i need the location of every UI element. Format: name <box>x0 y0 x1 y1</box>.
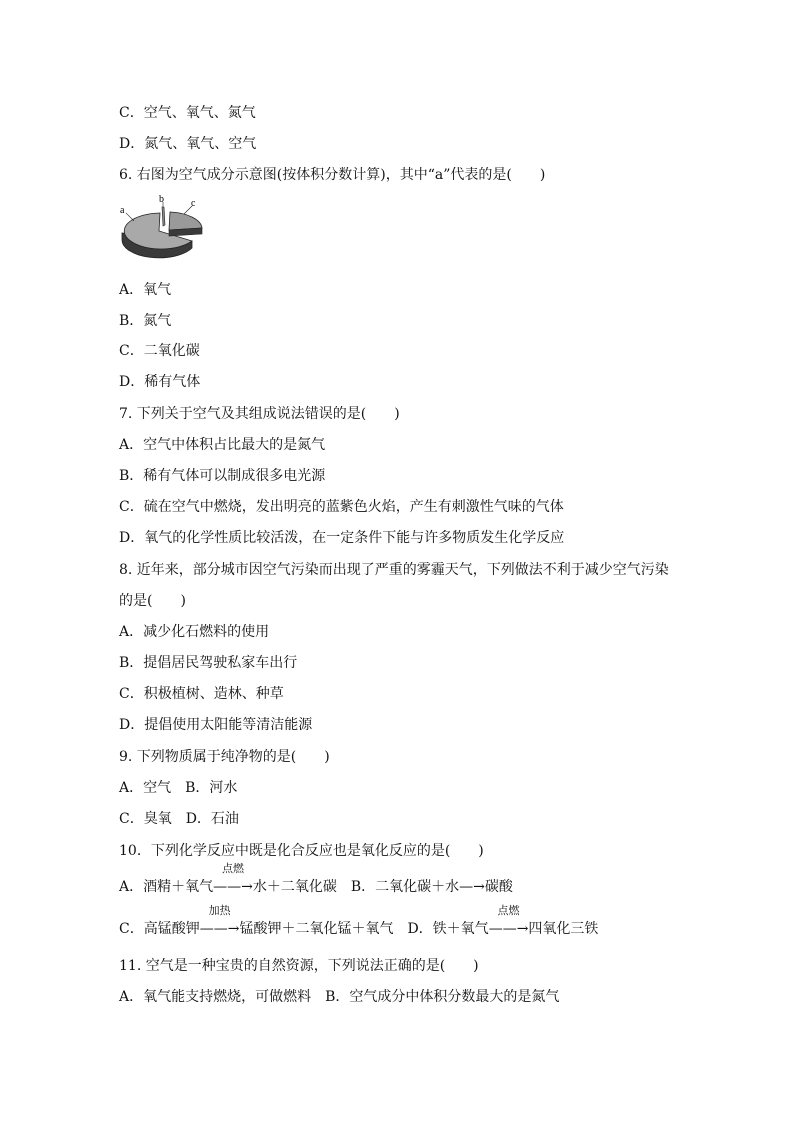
q10-c-reaction-arrow <box>199 904 240 939</box>
q10-c-products-and-d: 锰酸钾＋二氧化锰＋氧气 D．铁＋氧气 <box>239 921 489 937</box>
pie-slice-c <box>169 212 202 230</box>
q9-options-ab: A．空气 B．河水 <box>119 780 238 796</box>
q10-options-ab <box>119 862 513 897</box>
q8-option-d: D．提倡使用太阳能等清洁能源 <box>119 717 313 733</box>
q6-option-c: C．二氧化碳 <box>119 343 200 359</box>
q8-option-c: C．积极植树、造林、种草 <box>119 686 284 702</box>
question-11: 11. 空气是一种宝贵的自然资源，下列说法正确的是( ) <box>119 958 479 974</box>
question-8-continued: 的是( ) <box>119 593 186 609</box>
question-9: 9. 下列物质属于纯净物的是( ) <box>119 749 330 765</box>
q6-option-a: A．氧气 <box>119 282 172 298</box>
q10-c-arrow: ——→ <box>199 921 240 937</box>
q6-option-d: D．稀有气体 <box>119 374 201 390</box>
q10-d-condition: 点燃 <box>497 904 520 917</box>
q8-option-a: A．减少化石燃料的使用 <box>119 624 270 640</box>
leader-line-a <box>126 213 134 221</box>
pie-slice-b <box>162 207 165 226</box>
q8-option-b: B．提倡居民驾驶私家车出行 <box>119 655 298 671</box>
question-10: 10．下列化学反应中既是化合反应也是氧化反应的是( ) <box>119 843 484 859</box>
option-d-prev: D．氮气、氧气、空气 <box>119 136 257 152</box>
q10-a-products-and-b: 水＋二氧化碳 B．二氧化碳＋水—→碳酸 <box>252 879 513 895</box>
q6-option-b: B．氮气 <box>119 313 172 329</box>
q10-a-reactants: A．酒精＋氧气 <box>119 879 214 895</box>
q11-options-ab: A．氧气能支持燃烧，可做燃料 B．空气成分中体积分数最大的是氮气 <box>119 989 560 1005</box>
q7-option-d: D．氧气的化学性质比较活泼，在一定条件下能与许多物质发生化学反应 <box>119 530 565 546</box>
q7-option-a: A．空气中体积占比最大的是氮气 <box>119 437 326 453</box>
q10-a-arrow: ——→ <box>213 879 253 895</box>
q10-d-product: 四氧化三铁 <box>528 921 599 937</box>
q7-option-b: B．稀有气体可以制成很多电光源 <box>119 468 326 484</box>
q10-a-reaction-arrow <box>213 862 253 897</box>
question-6: 6. 右图为空气成分示意图(按体积分数计算)，其中“a”代表的是( ) <box>119 167 546 183</box>
label-c: c <box>191 198 196 209</box>
q9-options-cd: C．臭氧 D．石油 <box>119 811 239 827</box>
question-7: 7. 下列关于空气及其组成说法错误的是( ) <box>119 406 400 422</box>
label-b: b <box>159 194 164 205</box>
option-c-prev: C．空气、氧气、氮气 <box>119 105 256 121</box>
q10-c-reactant: C．高锰酸钾 <box>119 921 200 937</box>
q10-c-condition: 加热 <box>208 904 231 917</box>
question-8: 8. 近年来，部分城市因空气污染而出现了严重的雾霾天气，下列做法不利于减少空气污染 <box>119 562 669 578</box>
q10-a-condition: 点燃 <box>221 862 244 875</box>
q10-options-cd <box>119 904 599 939</box>
q10-d-reaction-arrow <box>488 904 529 939</box>
air-composition-pie-figure <box>118 193 210 267</box>
label-a: a <box>120 205 125 216</box>
q7-option-c: C．硫在空气中燃烧，发出明亮的蓝紫色火焰，产生有刺激性气味的气体 <box>119 499 564 515</box>
q10-d-arrow: ——→ <box>488 921 529 937</box>
